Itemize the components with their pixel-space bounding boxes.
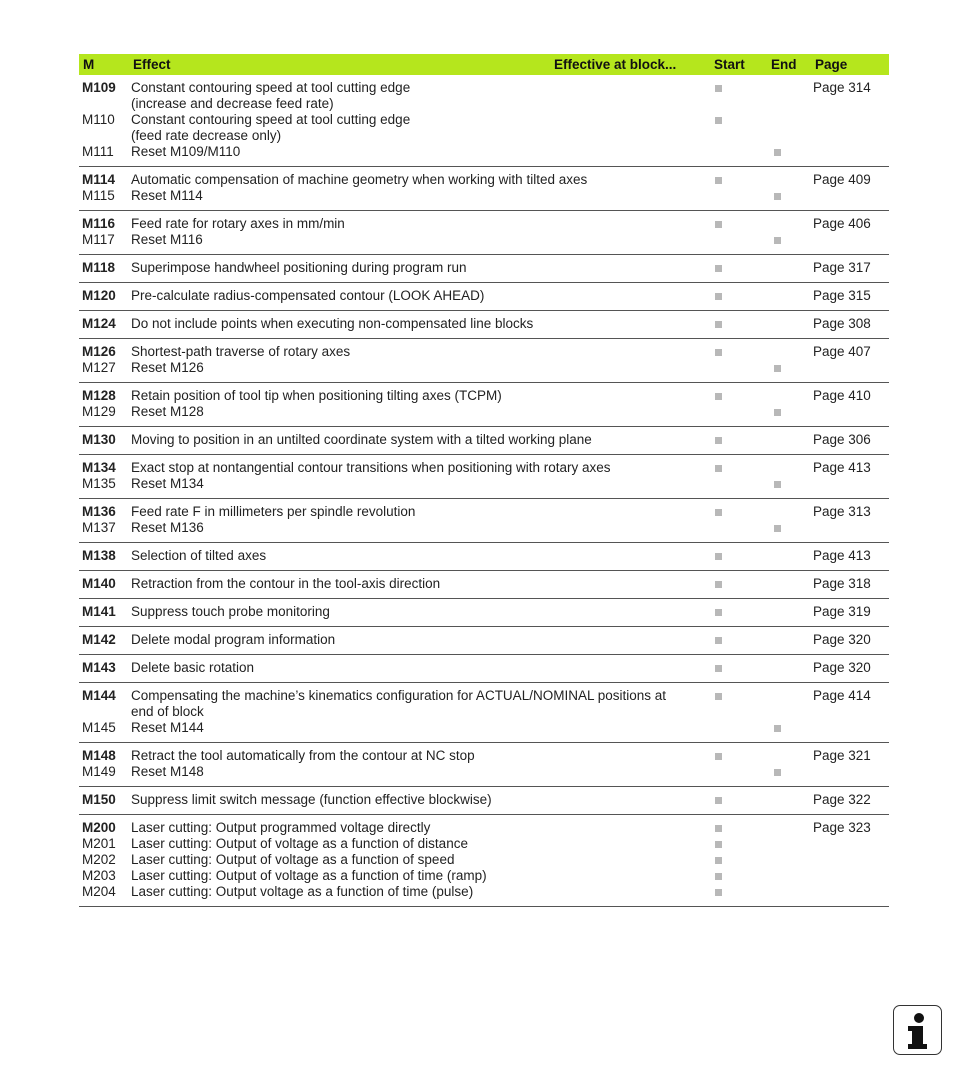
effect-description <box>131 520 712 536</box>
m-code: M116 <box>82 216 116 231</box>
effect-line: Suppress touch probe monitoring <box>131 604 330 619</box>
m-code: M110 <box>82 112 115 127</box>
end-marker-icon <box>774 525 781 532</box>
table-row <box>79 720 889 736</box>
start-cell <box>712 388 771 404</box>
row-group <box>79 683 889 743</box>
end-cell <box>771 520 813 536</box>
start-cell <box>712 660 771 676</box>
row-group <box>79 787 889 815</box>
page-reference: Page 321 <box>813 748 871 763</box>
table-row <box>79 288 889 304</box>
table-row <box>79 852 889 868</box>
page-reference: Page 406 <box>813 216 871 231</box>
m-code: M134 <box>82 460 116 475</box>
row-group <box>79 383 889 427</box>
effect-description <box>131 884 712 900</box>
header-m: M <box>83 57 95 72</box>
effect-description <box>131 852 712 868</box>
start-cell <box>712 884 771 900</box>
effect-line: Reset M114 <box>131 188 203 203</box>
table-row <box>79 216 889 232</box>
table-row <box>79 112 889 144</box>
effect-description <box>131 232 712 248</box>
table-row <box>79 836 889 852</box>
row-group <box>79 543 889 571</box>
start-cell <box>712 112 771 128</box>
start-marker-icon <box>715 841 722 848</box>
effect-description <box>131 80 712 112</box>
header-effective-at: Effective at block... <box>554 57 677 72</box>
effect-line: Laser cutting: Output of voltage as a function of time (ramp) <box>131 868 487 883</box>
page-reference: Page 410 <box>813 388 871 403</box>
start-cell <box>712 748 771 764</box>
effect-line: Constant contouring speed at tool cutting edge <box>131 80 411 95</box>
table-row <box>79 316 889 332</box>
end-cell <box>771 476 813 492</box>
effect-description <box>131 112 712 144</box>
start-marker-icon <box>715 321 722 328</box>
row-group <box>79 339 889 383</box>
end-marker-icon <box>774 409 781 416</box>
m-code: M114 <box>82 172 116 187</box>
start-marker-icon <box>715 349 722 356</box>
effect-line: Selection of tilted axes <box>131 548 267 563</box>
start-marker-icon <box>715 857 722 864</box>
start-marker-icon <box>715 609 722 616</box>
start-marker-icon <box>715 581 722 588</box>
m-code: M124 <box>82 316 116 331</box>
effect-line: Reset M109/M110 <box>131 144 241 159</box>
end-marker-icon <box>774 237 781 244</box>
effect-description <box>131 144 712 160</box>
row-group <box>79 499 889 543</box>
table-row <box>79 632 889 648</box>
effect-line: Laser cutting: Output programmed voltage directly <box>131 820 431 835</box>
effect-line: (feed rate decrease only) <box>131 128 282 143</box>
effect-description <box>131 820 712 836</box>
end-cell <box>771 188 813 204</box>
effect-line: Compensating the machine’s kinematics configuration for ACTUAL/NOMINAL positions at <box>131 688 666 703</box>
effect-line: Reset M126 <box>131 360 204 375</box>
start-marker-icon <box>715 665 722 672</box>
info-icon <box>893 1005 942 1055</box>
start-marker-icon <box>715 553 722 560</box>
header-start: Start <box>714 57 745 72</box>
start-cell <box>712 836 771 852</box>
page-reference: Page 318 <box>813 576 871 591</box>
row-group <box>79 255 889 283</box>
m-code: M111 <box>82 144 114 159</box>
header-page: Page <box>815 57 848 72</box>
effect-description <box>131 764 712 780</box>
table-row <box>79 232 889 248</box>
start-cell <box>712 260 771 276</box>
effect-line: Reset M136 <box>131 520 204 535</box>
row-group <box>79 655 889 683</box>
table-row <box>79 144 889 160</box>
table-row <box>79 344 889 360</box>
start-marker-icon <box>715 825 722 832</box>
row-group <box>79 75 889 167</box>
table-row <box>79 80 889 112</box>
m-code: M137 <box>82 520 116 535</box>
effect-description <box>131 172 712 188</box>
effect-line: Retract the tool automatically from the contour at NC stop <box>131 748 475 763</box>
effect-line: Laser cutting: Output voltage as a function of time (pulse) <box>131 884 474 899</box>
m-code: M202 <box>82 852 116 867</box>
m-code: M145 <box>82 720 116 735</box>
effect-line: Retraction from the contour in the tool-axis direction <box>131 576 441 591</box>
row-group <box>79 455 889 499</box>
table-row <box>79 764 889 780</box>
end-cell <box>771 144 813 160</box>
effect-description <box>131 548 712 564</box>
page-reference: Page 413 <box>813 548 871 563</box>
table-row <box>79 604 889 620</box>
effect-description <box>131 504 712 520</box>
effect-description <box>131 316 712 332</box>
table-row <box>79 460 889 476</box>
m-code: M130 <box>82 432 116 447</box>
page-reference: Page 313 <box>813 504 871 519</box>
effect-description <box>131 748 712 764</box>
m-code: M128 <box>82 388 116 403</box>
end-cell <box>771 764 813 780</box>
end-marker-icon <box>774 149 781 156</box>
effect-description <box>131 388 712 404</box>
table-row <box>79 576 889 592</box>
start-cell <box>712 288 771 304</box>
effect-line: Reset M116 <box>131 232 203 247</box>
effect-line: Suppress limit switch message (function effective blockwise) <box>131 792 492 807</box>
page-reference: Page 308 <box>813 316 871 331</box>
row-group <box>79 627 889 655</box>
effect-line: end of block <box>131 704 204 719</box>
start-marker-icon <box>715 293 722 300</box>
start-marker-icon <box>715 637 722 644</box>
table-row <box>79 504 889 520</box>
effect-line: Reset M144 <box>131 720 204 735</box>
effect-line: Reset M128 <box>131 404 204 419</box>
effect-line: Retain position of tool tip when positioning tilting axes (TCPM) <box>131 388 502 403</box>
effect-description <box>131 792 712 808</box>
start-marker-icon <box>715 797 722 804</box>
start-cell <box>712 432 771 448</box>
effect-description <box>131 720 712 736</box>
end-cell <box>771 360 813 376</box>
start-cell <box>712 604 771 620</box>
page-reference: Page 407 <box>813 344 871 359</box>
end-marker-icon <box>774 365 781 372</box>
m-code: M120 <box>82 288 116 303</box>
end-marker-icon <box>774 193 781 200</box>
table-row <box>79 404 889 420</box>
start-marker-icon <box>715 85 722 92</box>
effect-line: Delete basic rotation <box>131 660 255 675</box>
end-marker-icon <box>774 725 781 732</box>
end-marker-icon <box>774 769 781 776</box>
m-code: M142 <box>82 632 116 647</box>
effect-line: Feed rate F in millimeters per spindle revolution <box>131 504 416 519</box>
m-code: M117 <box>82 232 115 247</box>
start-marker-icon <box>715 693 722 700</box>
page-reference: Page 319 <box>813 604 871 619</box>
table-row <box>79 884 889 900</box>
end-cell <box>771 720 813 736</box>
m-code: M136 <box>82 504 116 519</box>
start-marker-icon <box>715 753 722 760</box>
effect-description <box>131 432 712 448</box>
start-marker-icon <box>715 437 722 444</box>
effect-line: Pre-calculate radius-compensated contour (LOOK AHEAD) <box>131 288 485 303</box>
m-code: M129 <box>82 404 116 419</box>
table-row <box>79 820 889 836</box>
end-cell <box>771 232 813 248</box>
row-group <box>79 311 889 339</box>
effect-description <box>131 460 712 476</box>
page-reference: Page 317 <box>813 260 871 275</box>
effect-line: Superimpose handwheel positioning during program run <box>131 260 467 275</box>
page-reference: Page 323 <box>813 820 871 835</box>
table-row <box>79 688 889 720</box>
start-marker-icon <box>715 265 722 272</box>
start-marker-icon <box>715 873 722 880</box>
row-group <box>79 167 889 211</box>
row-group <box>79 283 889 311</box>
effect-description <box>131 360 712 376</box>
effect-line: Exact stop at nontangential contour transitions when positioning with rotary axes <box>131 460 611 475</box>
m-code: M148 <box>82 748 116 763</box>
table-row <box>79 476 889 492</box>
effect-description <box>131 688 712 720</box>
start-cell <box>712 632 771 648</box>
effect-description <box>131 836 712 852</box>
table-row <box>79 748 889 764</box>
start-cell <box>712 792 771 808</box>
m-functions-table <box>79 54 889 907</box>
effect-description <box>131 288 712 304</box>
effect-line: Laser cutting: Output of voltage as a function of distance <box>131 836 468 851</box>
m-code: M150 <box>82 792 116 807</box>
start-cell <box>712 820 771 836</box>
page-reference: Page 322 <box>813 792 871 807</box>
effect-description <box>131 604 712 620</box>
page-reference: Page 320 <box>813 632 871 647</box>
table-row <box>79 432 889 448</box>
table-row <box>79 388 889 404</box>
effect-description <box>131 660 712 676</box>
start-marker-icon <box>715 221 722 228</box>
m-code: M149 <box>82 764 116 779</box>
table-body <box>79 75 889 907</box>
row-group <box>79 599 889 627</box>
end-cell <box>771 404 813 420</box>
start-marker-icon <box>715 393 722 400</box>
start-cell <box>712 576 771 592</box>
effect-line: Automatic compensation of machine geometry when working with tilted axes <box>131 172 588 187</box>
row-group <box>79 571 889 599</box>
page-reference: Page 315 <box>813 288 871 303</box>
effect-description <box>131 260 712 276</box>
row-group <box>79 211 889 255</box>
effect-line: Laser cutting: Output of voltage as a function of speed <box>131 852 455 867</box>
m-code: M118 <box>82 260 116 275</box>
page-reference: Page 306 <box>813 432 871 447</box>
table-header <box>79 54 889 75</box>
start-cell <box>712 316 771 332</box>
start-cell <box>712 868 771 884</box>
page-reference: Page 413 <box>813 460 871 475</box>
m-code: M143 <box>82 660 116 675</box>
effect-line: Shortest-path traverse of rotary axes <box>131 344 351 359</box>
start-cell <box>712 172 771 188</box>
m-code: M201 <box>82 836 116 851</box>
effect-line: (increase and decrease feed rate) <box>131 96 334 111</box>
effect-description <box>131 632 712 648</box>
table-row <box>79 868 889 884</box>
effect-description <box>131 404 712 420</box>
start-cell <box>712 548 771 564</box>
start-cell <box>712 504 771 520</box>
row-group <box>79 815 889 907</box>
effect-line: Delete modal program information <box>131 632 336 647</box>
row-group <box>79 743 889 787</box>
effect-line: Reset M134 <box>131 476 204 491</box>
table-row <box>79 188 889 204</box>
start-marker-icon <box>715 889 722 896</box>
start-cell <box>712 216 771 232</box>
table-row <box>79 520 889 536</box>
page-reference: Page 320 <box>813 660 871 675</box>
m-code: M115 <box>82 188 115 203</box>
effect-description <box>131 868 712 884</box>
effect-line: Reset M148 <box>131 764 204 779</box>
m-code: M203 <box>82 868 116 883</box>
m-code: M141 <box>82 604 116 619</box>
m-code: M127 <box>82 360 116 375</box>
effect-line: Constant contouring speed at tool cutting edge <box>131 112 411 127</box>
start-marker-icon <box>715 465 722 472</box>
table-row <box>79 660 889 676</box>
end-marker-icon <box>774 481 781 488</box>
start-cell <box>712 688 771 704</box>
row-group <box>79 427 889 455</box>
page-reference: Page 314 <box>813 80 871 95</box>
page-reference: Page 414 <box>813 688 871 703</box>
header-effect: Effect <box>133 57 171 72</box>
effect-line: Moving to position in an untilted coordinate system with a tilted working plane <box>131 432 592 447</box>
table-row <box>79 548 889 564</box>
start-cell <box>712 80 771 96</box>
info-glyph <box>894 1006 940 1053</box>
m-code: M135 <box>82 476 116 491</box>
effect-description <box>131 476 712 492</box>
table-row <box>79 260 889 276</box>
page-reference: Page 409 <box>813 172 871 187</box>
effect-description <box>131 188 712 204</box>
m-code: M200 <box>82 820 116 835</box>
m-code: M138 <box>82 548 116 563</box>
effect-description <box>131 344 712 360</box>
effect-line: Do not include points when executing non-compensated line blocks <box>131 316 534 331</box>
start-cell <box>712 460 771 476</box>
table-row <box>79 792 889 808</box>
effect-description <box>131 216 712 232</box>
start-marker-icon <box>715 509 722 516</box>
start-marker-icon <box>715 117 722 124</box>
effect-line: Feed rate for rotary axes in mm/min <box>131 216 345 231</box>
effect-description <box>131 576 712 592</box>
m-code: M109 <box>82 80 116 95</box>
start-cell <box>712 852 771 868</box>
table-row <box>79 360 889 376</box>
table-row <box>79 172 889 188</box>
start-cell <box>712 344 771 360</box>
header-end: End <box>771 57 797 72</box>
m-code: M204 <box>82 884 116 899</box>
m-code: M126 <box>82 344 116 359</box>
m-code: M140 <box>82 576 116 591</box>
start-marker-icon <box>715 177 722 184</box>
m-code: M144 <box>82 688 116 703</box>
